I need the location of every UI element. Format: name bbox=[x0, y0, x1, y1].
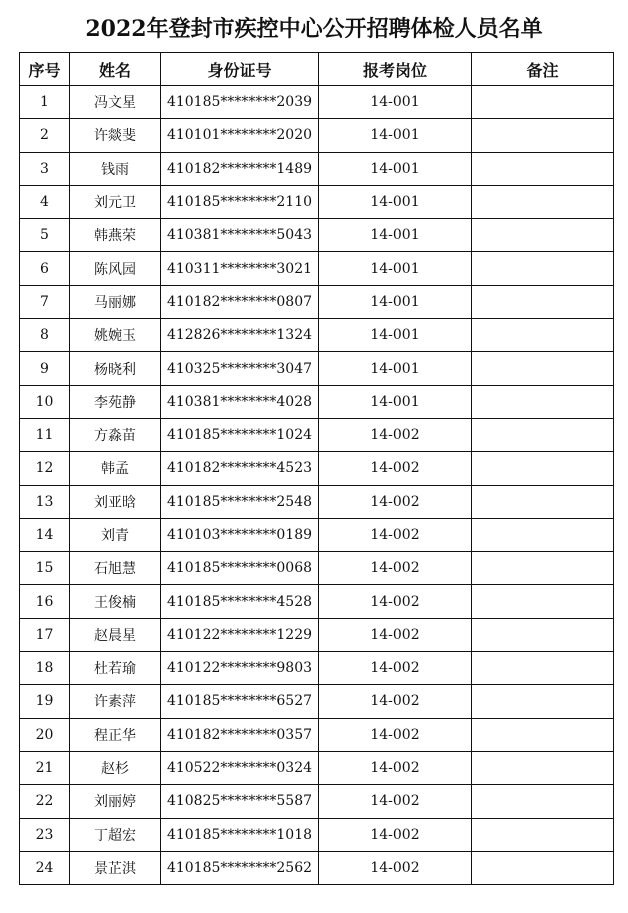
cell-id-number: 410825********5587 bbox=[161, 785, 319, 818]
cell-id-number: 410182********0807 bbox=[161, 285, 319, 318]
cell-name: 赵晨星 bbox=[70, 618, 161, 651]
cell-applied-position: 14-002 bbox=[319, 518, 472, 551]
cell-serial-number: 11 bbox=[20, 418, 70, 451]
cell-remarks bbox=[472, 119, 614, 152]
cell-remarks bbox=[472, 252, 614, 285]
cell-serial-number: 2 bbox=[20, 119, 70, 152]
cell-id-number: 410185********1018 bbox=[161, 818, 319, 851]
cell-remarks bbox=[472, 452, 614, 485]
cell-remarks bbox=[472, 319, 614, 352]
cell-id-number: 410185********2039 bbox=[161, 86, 319, 119]
cell-name: 许素萍 bbox=[70, 685, 161, 718]
cell-id-number: 410381********5043 bbox=[161, 219, 319, 252]
cell-serial-number: 6 bbox=[20, 252, 70, 285]
table-row bbox=[20, 352, 614, 385]
cell-serial-number: 13 bbox=[20, 485, 70, 518]
cell-name: 程正华 bbox=[70, 718, 161, 751]
cell-serial-number: 16 bbox=[20, 585, 70, 618]
cell-name: 韩孟 bbox=[70, 452, 161, 485]
cell-serial-number: 1 bbox=[20, 86, 70, 119]
cell-serial-number: 18 bbox=[20, 652, 70, 685]
cell-serial-number: 4 bbox=[20, 185, 70, 218]
cell-serial-number: 21 bbox=[20, 751, 70, 784]
cell-id-number: 410185********6527 bbox=[161, 685, 319, 718]
cell-name: 李苑静 bbox=[70, 385, 161, 418]
cell-applied-position: 14-002 bbox=[319, 751, 472, 784]
cell-applied-position: 14-002 bbox=[319, 552, 472, 585]
cell-id-number: 410185********2562 bbox=[161, 851, 319, 884]
table-row bbox=[20, 385, 614, 418]
cell-id-number: 410185********2548 bbox=[161, 485, 319, 518]
cell-applied-position: 14-002 bbox=[319, 818, 472, 851]
cell-serial-number: 14 bbox=[20, 518, 70, 551]
table-row bbox=[20, 552, 614, 585]
cell-applied-position: 14-002 bbox=[319, 652, 472, 685]
cell-name: 韩燕荣 bbox=[70, 219, 161, 252]
cell-remarks bbox=[472, 685, 614, 718]
cell-serial-number: 9 bbox=[20, 352, 70, 385]
cell-name: 刘丽婷 bbox=[70, 785, 161, 818]
cell-id-number: 410185********1024 bbox=[161, 418, 319, 451]
cell-name: 马丽娜 bbox=[70, 285, 161, 318]
cell-remarks bbox=[472, 718, 614, 751]
cell-serial-number: 15 bbox=[20, 552, 70, 585]
table-row bbox=[20, 152, 614, 185]
cell-name: 刘亚晗 bbox=[70, 485, 161, 518]
cell-serial-number: 10 bbox=[20, 385, 70, 418]
cell-serial-number: 22 bbox=[20, 785, 70, 818]
cell-remarks bbox=[472, 652, 614, 685]
cell-name: 赵杉 bbox=[70, 751, 161, 784]
cell-name: 钱雨 bbox=[70, 152, 161, 185]
cell-name: 刘青 bbox=[70, 518, 161, 551]
cell-id-number: 410381********4028 bbox=[161, 385, 319, 418]
table-row bbox=[20, 319, 614, 352]
table-row bbox=[20, 485, 614, 518]
table-row bbox=[20, 86, 614, 119]
cell-serial-number: 8 bbox=[20, 319, 70, 352]
cell-id-number: 410122********9803 bbox=[161, 652, 319, 685]
cell-id-number: 410182********1489 bbox=[161, 152, 319, 185]
cell-applied-position: 14-001 bbox=[319, 285, 472, 318]
cell-remarks bbox=[472, 86, 614, 119]
cell-id-number: 410185********2110 bbox=[161, 185, 319, 218]
table-row bbox=[20, 518, 614, 551]
cell-applied-position: 14-001 bbox=[319, 319, 472, 352]
cell-id-number: 410182********4523 bbox=[161, 452, 319, 485]
cell-remarks bbox=[472, 851, 614, 884]
table-row bbox=[20, 785, 614, 818]
cell-id-number: 410101********2020 bbox=[161, 119, 319, 152]
cell-applied-position: 14-001 bbox=[319, 152, 472, 185]
cell-remarks bbox=[472, 285, 614, 318]
cell-applied-position: 14-001 bbox=[319, 219, 472, 252]
table-body bbox=[20, 86, 614, 885]
table-row bbox=[20, 818, 614, 851]
cell-id-number: 410182********0357 bbox=[161, 718, 319, 751]
cell-applied-position: 14-002 bbox=[319, 718, 472, 751]
cell-applied-position: 14-001 bbox=[319, 185, 472, 218]
cell-applied-position: 14-001 bbox=[319, 352, 472, 385]
cell-remarks bbox=[472, 418, 614, 451]
table-row bbox=[20, 751, 614, 784]
cell-applied-position: 14-002 bbox=[319, 785, 472, 818]
cell-remarks bbox=[472, 485, 614, 518]
cell-name: 方淼苗 bbox=[70, 418, 161, 451]
candidate-table bbox=[19, 52, 614, 885]
table-row bbox=[20, 452, 614, 485]
table-row bbox=[20, 718, 614, 751]
table-row bbox=[20, 285, 614, 318]
cell-applied-position: 14-002 bbox=[319, 452, 472, 485]
cell-id-number: 410103********0189 bbox=[161, 518, 319, 551]
cell-remarks bbox=[472, 751, 614, 784]
cell-serial-number: 19 bbox=[20, 685, 70, 718]
cell-id-number: 410522********0324 bbox=[161, 751, 319, 784]
cell-id-number: 410311********3021 bbox=[161, 252, 319, 285]
header-id-number: 身份证号 bbox=[161, 53, 319, 86]
cell-id-number: 410122********1229 bbox=[161, 618, 319, 651]
cell-name: 丁超宏 bbox=[70, 818, 161, 851]
cell-serial-number: 3 bbox=[20, 152, 70, 185]
cell-applied-position: 14-002 bbox=[319, 851, 472, 884]
cell-remarks bbox=[472, 552, 614, 585]
table-row bbox=[20, 685, 614, 718]
cell-applied-position: 14-002 bbox=[319, 418, 472, 451]
cell-remarks bbox=[472, 618, 614, 651]
header-name: 姓名 bbox=[70, 53, 161, 86]
cell-serial-number: 7 bbox=[20, 285, 70, 318]
cell-remarks bbox=[472, 585, 614, 618]
cell-remarks bbox=[472, 385, 614, 418]
cell-applied-position: 14-001 bbox=[319, 86, 472, 119]
cell-name: 刘元卫 bbox=[70, 185, 161, 218]
cell-remarks bbox=[472, 785, 614, 818]
cell-name: 冯文星 bbox=[70, 86, 161, 119]
cell-name: 杨晓利 bbox=[70, 352, 161, 385]
table-row bbox=[20, 618, 614, 651]
table-row bbox=[20, 652, 614, 685]
cell-serial-number: 24 bbox=[20, 851, 70, 884]
cell-serial-number: 17 bbox=[20, 618, 70, 651]
cell-id-number: 412826********1324 bbox=[161, 319, 319, 352]
cell-applied-position: 14-002 bbox=[319, 618, 472, 651]
cell-name: 姚婉玉 bbox=[70, 319, 161, 352]
cell-remarks bbox=[472, 185, 614, 218]
page-title: 2022年登封市疾控中心公开招聘体检人员名单 bbox=[85, 16, 543, 42]
cell-serial-number: 12 bbox=[20, 452, 70, 485]
cell-name: 石旭慧 bbox=[70, 552, 161, 585]
cell-id-number: 410185********0068 bbox=[161, 552, 319, 585]
cell-name: 王俊楠 bbox=[70, 585, 161, 618]
table-row bbox=[20, 585, 614, 618]
cell-applied-position: 14-001 bbox=[319, 252, 472, 285]
cell-name: 陈风园 bbox=[70, 252, 161, 285]
cell-applied-position: 14-002 bbox=[319, 485, 472, 518]
cell-remarks bbox=[472, 352, 614, 385]
cell-name: 景芷淇 bbox=[70, 851, 161, 884]
cell-id-number: 410185********4528 bbox=[161, 585, 319, 618]
header-applied-position: 报考岗位 bbox=[319, 53, 472, 86]
table-row bbox=[20, 418, 614, 451]
cell-remarks bbox=[472, 219, 614, 252]
cell-remarks bbox=[472, 818, 614, 851]
cell-remarks bbox=[472, 518, 614, 551]
table-row bbox=[20, 219, 614, 252]
cell-name: 许燚斐 bbox=[70, 119, 161, 152]
cell-applied-position: 14-001 bbox=[319, 385, 472, 418]
header-remarks: 备注 bbox=[472, 53, 614, 86]
table-row bbox=[20, 119, 614, 152]
cell-applied-position: 14-001 bbox=[319, 119, 472, 152]
cell-remarks bbox=[472, 152, 614, 185]
table-row bbox=[20, 252, 614, 285]
header-serial-number: 序号 bbox=[20, 53, 70, 86]
cell-id-number: 410325********3047 bbox=[161, 352, 319, 385]
table-row bbox=[20, 851, 614, 884]
cell-serial-number: 20 bbox=[20, 718, 70, 751]
cell-serial-number: 23 bbox=[20, 818, 70, 851]
table-row bbox=[20, 185, 614, 218]
cell-name: 杜若瑜 bbox=[70, 652, 161, 685]
cell-applied-position: 14-002 bbox=[319, 685, 472, 718]
table-header-row bbox=[20, 53, 614, 86]
cell-serial-number: 5 bbox=[20, 219, 70, 252]
cell-applied-position: 14-002 bbox=[319, 585, 472, 618]
